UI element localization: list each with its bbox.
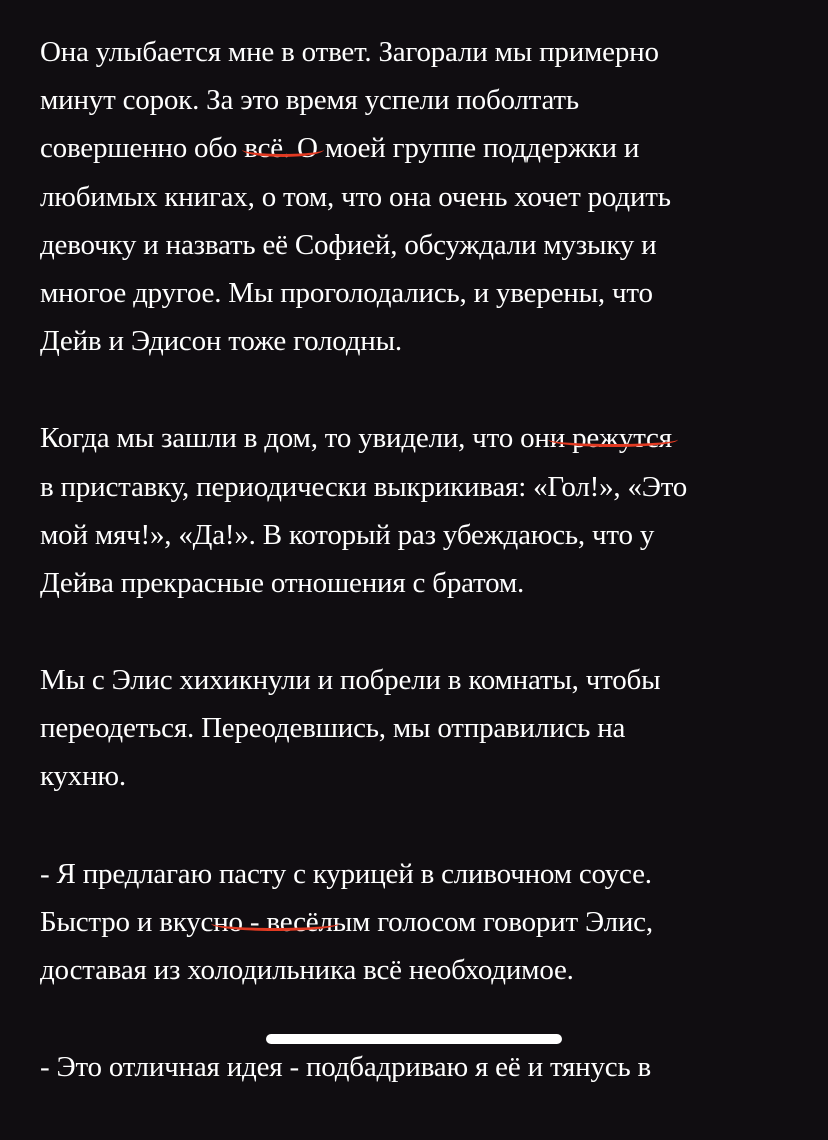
text-fragment: совершенно обо: [40, 132, 245, 165]
text-line: [40, 269, 800, 317]
highlighted-error-text: и режутся: [549, 422, 672, 455]
text-fragment: кухню.: [40, 760, 126, 793]
text-line: [40, 511, 800, 559]
text-fragment: Быстро и вкус: [40, 905, 214, 938]
text-fragment: Мы с Элис хихикнули и побрели в комнаты, чтобы: [40, 664, 661, 697]
text-line: [40, 850, 800, 898]
text-fragment: - Это отличная идея - подбадриваю я её и тянусь в: [40, 1051, 652, 1084]
text-fragment: Дейв и Эдисон тоже голодны.: [40, 325, 402, 358]
text-fragment: многое другое. Мы проголодались, и уверены, что: [40, 276, 653, 309]
text-fragment: в приставку, периодически выкрикивая: «Гол!», «Это: [40, 470, 688, 503]
text-line: [40, 898, 800, 946]
text-fragment: Дейва прекрасные отношения с братом.: [40, 566, 525, 599]
text-line: [40, 76, 800, 124]
text-line: [40, 221, 800, 269]
text-line: [40, 28, 800, 76]
text-fragment: любимых книгах, о том, что она очень хочет родить: [40, 180, 671, 213]
text-fragment: доставая из холодильника всё необходимое.: [40, 954, 574, 986]
paragraph: [40, 656, 800, 801]
text-line: [40, 752, 800, 800]
text-fragment: - Я предлагаю пасту с курицей в сливочном соусе.: [40, 857, 652, 890]
highlighted-error-text: но - весёл: [213, 905, 333, 938]
text-fragment: минут сорок. За это время успели поболтать: [40, 84, 579, 117]
text-fragment: переодеться. Переодевшись, мы отправились на: [40, 712, 626, 745]
text-line: [40, 173, 800, 221]
text-line: [40, 656, 800, 704]
text-fragment: Она улыбается мне в ответ. Загорали мы примерно: [40, 36, 659, 68]
text-fragment: моей группе поддержки и: [317, 132, 640, 165]
text-line: [40, 414, 800, 462]
text-line: [40, 463, 800, 511]
text-fragment: девочку и назвать её Софией, обсуждали музыку и: [40, 228, 657, 261]
reading-text: [40, 28, 800, 1140]
text-line: [40, 317, 800, 365]
highlighted-error-text: всё. О: [244, 132, 318, 165]
paragraph: [40, 414, 800, 607]
paragraph: [40, 850, 800, 995]
paragraph: [40, 28, 800, 365]
text-line: [40, 704, 800, 752]
text-fragment: мой мяч!», «Да!». В который раз убеждаюсь, что у: [40, 518, 655, 551]
paragraph: [40, 1043, 800, 1091]
home-indicator[interactable]: [266, 1034, 562, 1044]
text-fragment: ым голосом говорит Элис,: [332, 905, 653, 938]
text-line: [40, 124, 800, 172]
text-line: [40, 559, 800, 607]
text-line: [40, 1043, 800, 1091]
text-line: [40, 946, 800, 994]
text-fragment: Когда мы зашли в дом, то увидели, что он: [40, 422, 550, 455]
